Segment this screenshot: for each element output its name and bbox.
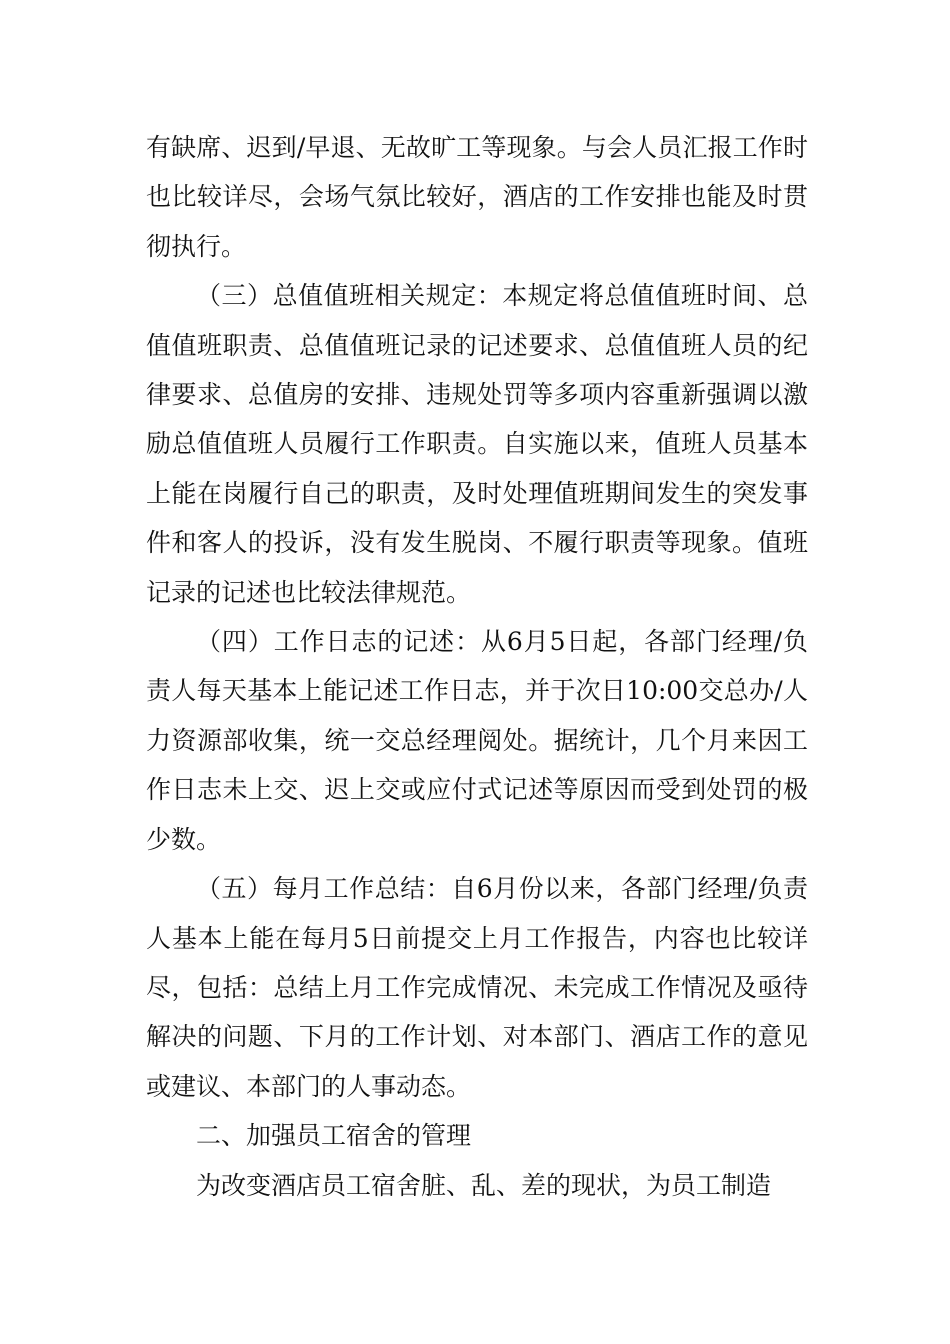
paragraph-monthly-summary: （五）每月工作总结：自6月份以来，各部门经理/负责人基本上能在每月5日前提交上月工作报告，内容也比较详尽，包括：总结上月工作完成情况、未完成工作情况及亟待解决的问题、下月的工作计划、对本部门、酒店工作的意见或建议、本部门的人事动态。 [146,874,808,1101]
section-heading-dormitory: 二、加强员工宿舍的管理 [196,1121,472,1151]
paragraph-continuation: 有缺席、迟到/早退、无故旷工等现象。与会人员汇报工作时也比较详尽，会场气氛比较好，酒店的工作安排也能及时贯彻执行。 [146,133,808,261]
paragraph-work-log: （四）工作日志的记述：从6月5日起，各部门经理/负责人每天基本上能记述工作日志，并于次日10:00交总办/人力资源部收集，统一交总经理阅处。据统计，几个月来因工作日志未上交、迟上交或应付式记述等原因而受到处罚的极少数。 [146,627,808,854]
paragraph-dormitory-intro: 为改变酒店员工宿舍脏、乱、差的现状，为员工制造 [196,1170,772,1200]
paragraph-duty-manager-rules: （三）总值值班相关规定：本规定将总值值班时间、总值值班职责、总值值班记录的记述要求、总值值班人员的纪律要求、总值房的安排、违规处罚等多项内容重新强调以激励总值值班人员履行工作职责。自实施以来，值班人员基本上能在岗履行自己的职责，及时处理值班期间发生的突发事件和客人的投诉，没有发生脱岗、不履行职责等现象。值班记录的记述也比较法律规范。 [146,281,808,607]
document-body [146,123,808,1210]
